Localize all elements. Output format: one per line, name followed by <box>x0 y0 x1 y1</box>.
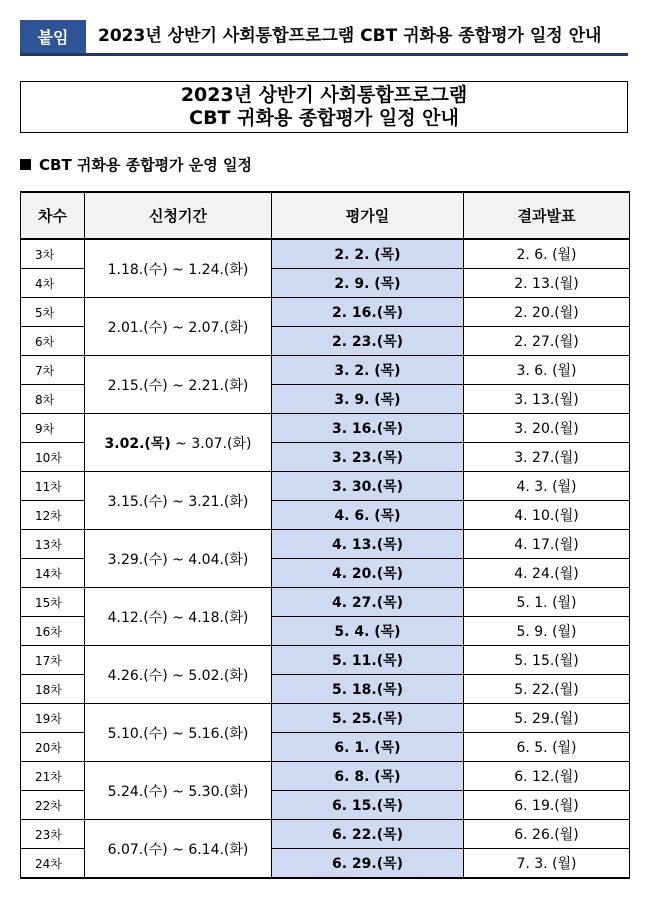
result-date-cell: 2. 13.(월) <box>464 269 630 298</box>
section-title <box>20 154 252 175</box>
period-end: 6.14.(화) <box>188 841 249 858</box>
round-cell: 12차 <box>21 501 85 530</box>
exam-date-cell: 4. 20.(목) <box>272 559 464 588</box>
result-date-cell: 4. 10.(월) <box>464 501 630 530</box>
schedule-table <box>20 191 630 879</box>
application-period-cell <box>85 298 272 356</box>
period-start: 5.24.(수) <box>107 783 168 800</box>
table-row <box>21 239 630 269</box>
round-cell: 19차 <box>21 704 85 733</box>
exam-date-cell: 3. 9. (목) <box>272 385 464 414</box>
round-cell: 14차 <box>21 559 85 588</box>
result-date-cell: 3. 13.(월) <box>464 385 630 414</box>
result-date-cell: 4. 24.(월) <box>464 559 630 588</box>
application-period-cell <box>85 820 272 879</box>
round-cell: 22차 <box>21 791 85 820</box>
period-start: 6.07.(수) <box>107 841 168 858</box>
title-line-2: CBT 귀화용 종합평가 일정 안내 <box>189 107 459 129</box>
period-end: 5.16.(화) <box>188 725 249 742</box>
section-title-text: CBT 귀화용 종합평가 운영 일정 <box>39 156 252 174</box>
application-period-cell <box>85 588 272 646</box>
application-period-cell <box>85 356 272 414</box>
header-bar <box>20 20 628 56</box>
result-date-cell: 6. 26.(월) <box>464 820 630 849</box>
round-cell: 8차 <box>21 385 85 414</box>
application-period-cell <box>85 762 272 820</box>
table-row <box>21 820 630 849</box>
application-period-cell <box>85 530 272 588</box>
period-end: 1.24.(화) <box>188 261 249 278</box>
exam-date-cell: 2. 2. (목) <box>272 239 464 269</box>
exam-date-cell: 2. 23.(목) <box>272 327 464 356</box>
period-end: 4.18.(화) <box>188 609 249 626</box>
period-start: 2.15.(수) <box>107 377 168 394</box>
table-row <box>21 646 630 675</box>
round-cell: 5차 <box>21 298 85 327</box>
period-separator: ~ <box>167 609 189 626</box>
round-cell: 6차 <box>21 327 85 356</box>
application-period-cell <box>85 704 272 762</box>
result-date-cell: 5. 22.(월) <box>464 675 630 704</box>
exam-date-cell: 3. 23.(목) <box>272 443 464 472</box>
exam-date-cell: 5. 11.(목) <box>272 646 464 675</box>
square-bullet-icon <box>20 159 31 170</box>
result-date-cell: 4. 3. (월) <box>464 472 630 501</box>
period-start: 2.01.(수) <box>107 319 168 336</box>
header-application-period: 신청기간 <box>85 192 272 239</box>
attachment-badge: 붙임 <box>20 20 86 53</box>
round-cell: 4차 <box>21 269 85 298</box>
period-separator: ~ <box>167 725 189 742</box>
result-date-cell: 6. 5. (월) <box>464 733 630 762</box>
header-title: 2023년 상반기 사회통합프로그램 CBT 귀화용 종합평가 일정 안내 <box>98 26 602 46</box>
round-cell: 7차 <box>21 356 85 385</box>
header-round: 차수 <box>21 192 85 239</box>
exam-date-cell: 6. 22.(목) <box>272 820 464 849</box>
period-start: 4.12.(수) <box>107 609 168 626</box>
result-date-cell: 3. 20.(월) <box>464 414 630 443</box>
result-date-cell: 7. 3. (월) <box>464 849 630 879</box>
round-cell: 24차 <box>21 849 85 879</box>
period-end: 3.21.(화) <box>188 493 249 510</box>
period-separator: ~ <box>167 667 189 684</box>
application-period-cell <box>85 414 272 472</box>
title-box <box>20 81 628 133</box>
header-exam-date: 평가일 <box>272 192 464 239</box>
application-period-cell <box>85 239 272 298</box>
period-separator: ~ <box>167 551 189 568</box>
period-start: 4.26.(수) <box>107 667 168 684</box>
exam-date-cell: 6. 29.(목) <box>272 849 464 879</box>
table-body <box>21 239 630 878</box>
exam-date-cell: 4. 6. (목) <box>272 501 464 530</box>
exam-date-cell: 6. 15.(목) <box>272 791 464 820</box>
exam-date-cell: 2. 16.(목) <box>272 298 464 327</box>
result-date-cell: 5. 15.(월) <box>464 646 630 675</box>
period-separator: ~ <box>167 261 189 278</box>
period-end: 2.21.(화) <box>188 377 249 394</box>
period-start: 3.02.(목) <box>104 435 171 452</box>
result-date-cell: 3. 6. (월) <box>464 356 630 385</box>
result-date-cell: 5. 29.(월) <box>464 704 630 733</box>
period-start: 3.15.(수) <box>107 493 168 510</box>
round-cell: 16차 <box>21 617 85 646</box>
period-start: 5.10.(수) <box>107 725 168 742</box>
result-date-cell: 3. 27.(월) <box>464 443 630 472</box>
result-date-cell: 6. 19.(월) <box>464 791 630 820</box>
exam-date-cell: 2. 9. (목) <box>272 269 464 298</box>
round-cell: 21차 <box>21 762 85 791</box>
exam-date-cell: 5. 4. (목) <box>272 617 464 646</box>
application-period-cell <box>85 646 272 704</box>
round-cell: 15차 <box>21 588 85 617</box>
table-row <box>21 414 630 443</box>
period-separator: ~ <box>167 493 189 510</box>
round-cell: 11차 <box>21 472 85 501</box>
round-cell: 3차 <box>21 239 85 269</box>
period-end: 5.30.(화) <box>188 783 249 800</box>
period-end: 2.07.(화) <box>188 319 249 336</box>
application-period-cell <box>85 472 272 530</box>
exam-date-cell: 5. 25.(목) <box>272 704 464 733</box>
period-end: 5.02.(화) <box>188 667 249 684</box>
period-separator: ~ <box>167 841 189 858</box>
result-date-cell: 2. 20.(월) <box>464 298 630 327</box>
period-separator: ~ <box>167 377 189 394</box>
table-row <box>21 704 630 733</box>
round-cell: 13차 <box>21 530 85 559</box>
exam-date-cell: 5. 18.(목) <box>272 675 464 704</box>
result-date-cell: 2. 6. (월) <box>464 239 630 269</box>
title-line-1: 2023년 상반기 사회통합프로그램 <box>180 84 468 106</box>
period-separator: ~ <box>167 783 189 800</box>
period-separator: ~ <box>167 319 189 336</box>
period-end: 3.07.(화) <box>191 435 252 452</box>
table-header-row <box>21 192 630 239</box>
exam-date-cell: 6. 8. (목) <box>272 762 464 791</box>
period-start: 1.18.(수) <box>107 261 168 278</box>
period-separator: ~ <box>170 435 192 452</box>
exam-date-cell: 6. 1. (목) <box>272 733 464 762</box>
round-cell: 9차 <box>21 414 85 443</box>
table-row <box>21 588 630 617</box>
table-row <box>21 472 630 501</box>
result-date-cell: 4. 17.(월) <box>464 530 630 559</box>
header-result-date: 결과발표 <box>464 192 630 239</box>
round-cell: 20차 <box>21 733 85 762</box>
result-date-cell: 6. 12.(월) <box>464 762 630 791</box>
round-cell: 18차 <box>21 675 85 704</box>
exam-date-cell: 3. 30.(목) <box>272 472 464 501</box>
table-row <box>21 762 630 791</box>
round-cell: 23차 <box>21 820 85 849</box>
table-row <box>21 356 630 385</box>
table-row <box>21 530 630 559</box>
exam-date-cell: 3. 2. (목) <box>272 356 464 385</box>
period-end: 4.04.(화) <box>188 551 249 568</box>
exam-date-cell: 4. 27.(목) <box>272 588 464 617</box>
result-date-cell: 5. 1. (월) <box>464 588 630 617</box>
exam-date-cell: 4. 13.(목) <box>272 530 464 559</box>
table-row <box>21 298 630 327</box>
result-date-cell: 5. 9. (월) <box>464 617 630 646</box>
round-cell: 17차 <box>21 646 85 675</box>
exam-date-cell: 3. 16.(목) <box>272 414 464 443</box>
result-date-cell: 2. 27.(월) <box>464 327 630 356</box>
round-cell: 10차 <box>21 443 85 472</box>
period-start: 3.29.(수) <box>107 551 168 568</box>
